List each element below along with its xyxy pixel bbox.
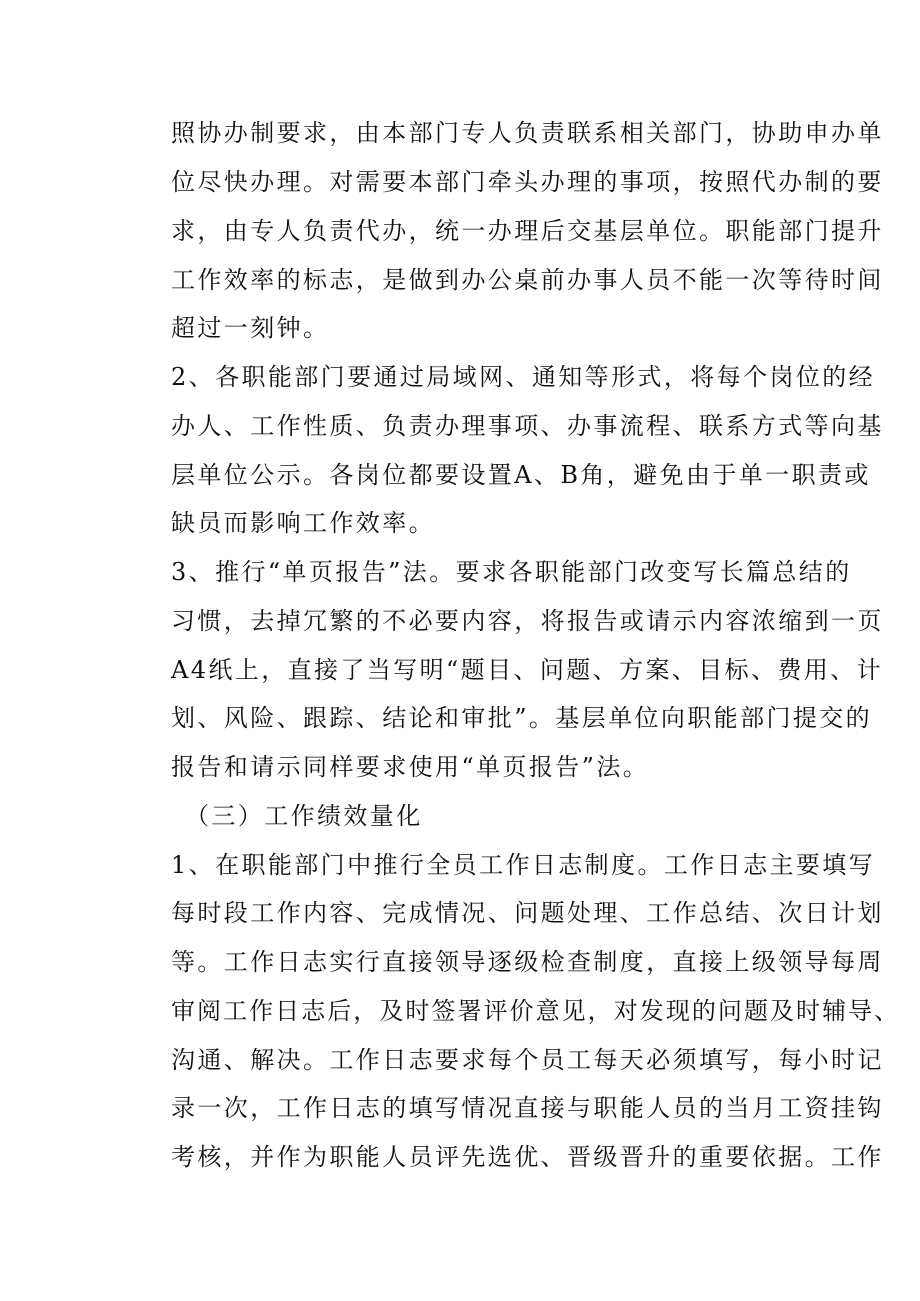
text-line: 层单位公示。各岗位都要设置A、B角，避免由于单一职责或 xyxy=(171,461,871,489)
text-line: 3、推行“单页报告”法。要求各职能部门改变写长篇总结的 xyxy=(171,558,852,586)
section-heading: （三）工作绩效量化 xyxy=(185,802,423,830)
text-line: 2、各职能部门要通过局域网、通知等形式，将每个岗位的经 xyxy=(171,363,876,391)
text-line: 报告和请示同样要求使用“单页报告”法。 xyxy=(171,753,650,781)
text-line: 划、风险、跟踪、结论和审批”。基层单位向职能部门提交的 xyxy=(171,704,873,732)
text-line: 缺员而影响工作效率。 xyxy=(171,509,435,537)
text-line: 工作效率的标志，是做到办公桌前办事人员不能一次等待时间 xyxy=(171,266,884,294)
text-line: 考核，并作为职能人员评先选优、晋级晋升的重要依据。工作 xyxy=(171,1143,884,1171)
text-line: 照协办制要求，由本部门专人负责联系相关部门，协助申办单 xyxy=(171,119,884,147)
text-line: 审阅工作日志后，及时签署评价意见，对发现的问题及时辅导、 xyxy=(171,997,901,1025)
text-line: 1、在职能部门中推行全员工作日志制度。工作日志主要填写 xyxy=(171,851,876,879)
text-line: 办人、工作性质、负责办理事项、办事流程、联系方式等向基 xyxy=(171,412,884,440)
text-line: 每时段工作内容、完成情况、问题处理、工作总结、次日计划 xyxy=(171,899,884,927)
text-line: 超过一刻钟。 xyxy=(171,314,330,342)
text-line: 位尽快办理。对需要本部门牵头办理的事项，按照代办制的要 xyxy=(171,168,884,196)
text-line: 求，由专人负责代办，统一办理后交基层单位。职能部门提升 xyxy=(171,217,884,245)
text-line: 录一次，工作日志的填写情况直接与职能人员的当月工资挂钩 xyxy=(171,1094,884,1122)
text-line: 等。工作日志实行直接领导逐级检查制度，直接上级领导每周 xyxy=(171,948,884,976)
text-line: A4纸上，直接了当写明“题目、问题、方案、目标、费用、计 xyxy=(171,656,884,684)
text-line: 习惯，去掉冗繁的不必要内容，将报告或请示内容浓缩到一页 xyxy=(171,607,884,635)
text-line: 沟通、解决。工作日志要求每个员工每天必须填写，每小时记 xyxy=(171,1046,884,1074)
